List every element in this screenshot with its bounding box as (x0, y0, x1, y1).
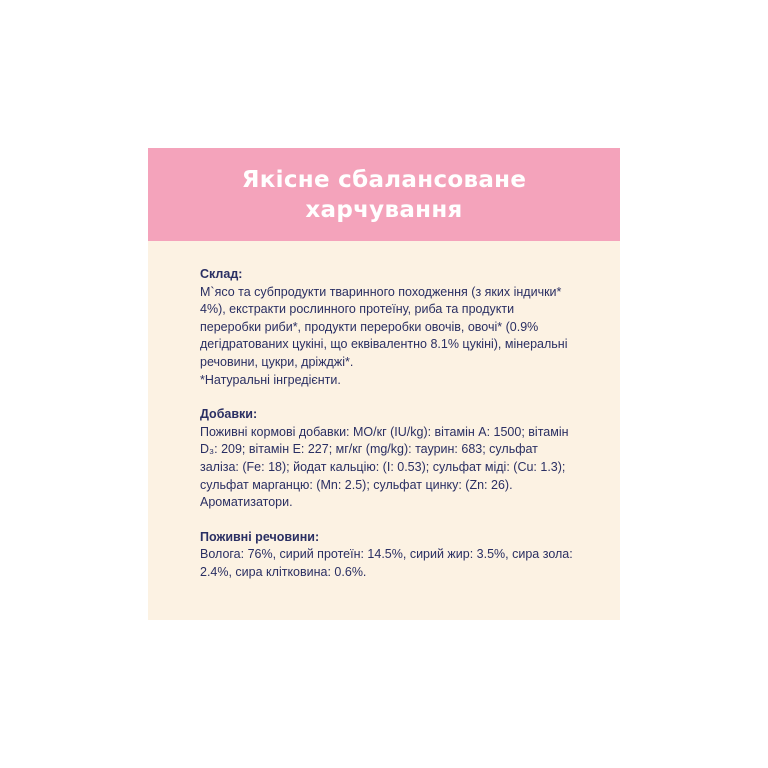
additives-line: заліза: (Fe: 18); йодат кальцію: (I: 0.53); сульфат міді: (Cu: 1.3); (200, 459, 566, 474)
composition-heading: Склад: (200, 267, 243, 281)
composition-line: 4%), екстракти рослинного протеїну, риба та продукти (200, 302, 515, 317)
banner-title-line-1: Якісне сбалансоване (241, 166, 527, 193)
composition-line: М`ясо та субпродукти тваринного походження (з яких індички* (200, 284, 562, 299)
additives-line: сульфат марганцю: (Mn: 2.5); сульфат цинку: (Zn: 26). (200, 477, 513, 492)
card-content (200, 266, 572, 599)
title-banner (148, 148, 620, 241)
composition-section (200, 266, 572, 389)
nutrients-heading: Поживні речовини: (200, 529, 320, 544)
additives-line: Ароматизатори. (200, 495, 293, 510)
additives-heading: Добавки: (200, 407, 258, 422)
additives-line: D₃: 209; вітамін E: 227; мг/кг (mg/kg): таурин: 683; сульфат (200, 442, 538, 457)
nutrients-line: 2.4%, сира клітковина: 0.6%. (200, 564, 367, 579)
composition-line: дегідратованих цукіні, що еквівалентно 8.1% цукіні), мінеральні (200, 337, 568, 352)
banner-title-line-2: харчування (305, 196, 463, 223)
composition-footnote: *Натуральні інгредієнти. (200, 372, 341, 387)
nutrients-section (200, 529, 572, 582)
additives-section (200, 406, 572, 512)
info-card (148, 148, 620, 620)
additives-line: Поживні кормові добавки: МО/кг (IU/kg): вітамін A: 1500; вітамін (200, 424, 569, 439)
composition-line: переробки риби*, продукти переробки овочів, овочі* (0.9% (200, 319, 539, 334)
composition-line: речовини, цукри, дріжджі*. (200, 354, 354, 369)
nutrients-line: Волога: 76%, сирий протеїн: 14.5%, сирий жир: 3.5%, сира зола: (200, 547, 573, 562)
